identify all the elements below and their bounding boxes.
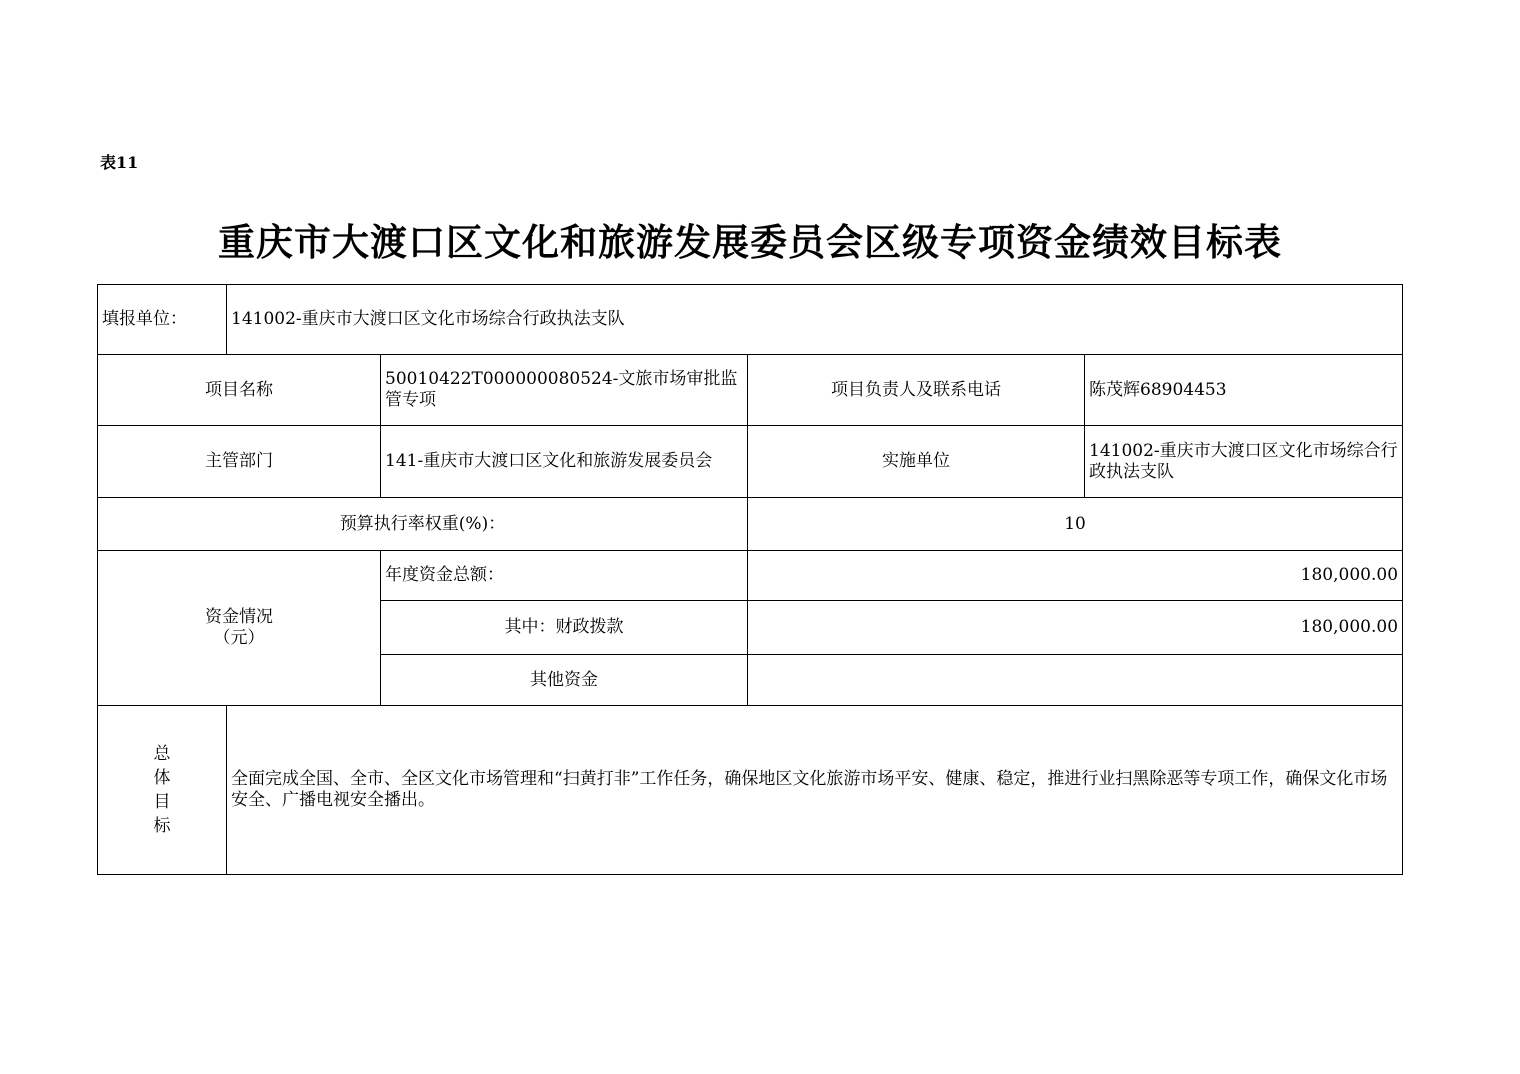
- project-contact-value: 陈茂辉68904453: [1085, 355, 1403, 426]
- overall-goal-label: [98, 706, 227, 875]
- annual-funds-value: 180,000.00: [748, 551, 1403, 601]
- fiscal-funds-value: 180,000.00: [748, 601, 1403, 655]
- overall-goal-text: 全面完成全国、全市、全区文化市场管理和“扫黄打非”工作任务，确保地区文化旅游市场平安、健康、稳定，推进行业扫黑除恶等专项工作，确保文化市场安全、广播电视安全播出。: [227, 706, 1403, 875]
- funds-label-line1: 资金情况: [205, 607, 273, 627]
- reporting-unit-value: 141002-重庆市大渡口区文化市场综合行政执法支队: [227, 285, 1403, 355]
- overall-goal-label-char: 标: [153, 816, 171, 836]
- implementing-unit-value: 141002-重庆市大渡口区文化市场综合行政执法支队: [1085, 426, 1403, 498]
- other-funds-value: [748, 655, 1403, 706]
- budget-weight-value: 10: [748, 498, 1403, 551]
- budget-weight-row: [98, 498, 1403, 551]
- project-name-value: 50010422T000000080524-文旅市场审批监管专项: [381, 355, 748, 426]
- overall-goal-label-char: 体: [153, 768, 171, 788]
- reporting-unit-label: 填报单位：: [98, 285, 227, 355]
- department-value: 141-重庆市大渡口区文化和旅游发展委员会: [381, 426, 748, 498]
- budget-weight-label: 预算执行率权重(%)：: [98, 498, 748, 551]
- funds-label: [98, 551, 381, 706]
- page-title: 重庆市大渡口区文化和旅游发展委员会区级专项资金绩效目标表: [218, 221, 1282, 264]
- annual-funds-row: [98, 551, 1403, 601]
- reporting-unit-row: [98, 285, 1403, 355]
- implementing-unit-label: 实施单位: [748, 426, 1085, 498]
- project-name-row: [98, 355, 1403, 426]
- other-funds-label: 其他资金: [381, 655, 748, 706]
- performance-target-table: [97, 284, 1403, 875]
- annual-funds-label: 年度资金总额：: [381, 551, 748, 601]
- overall-goal-label-char: 总: [153, 744, 171, 764]
- project-name-label: 项目名称: [98, 355, 381, 426]
- overall-goal-row: [98, 706, 1403, 875]
- department-label: 主管部门: [98, 426, 381, 498]
- funds-label-line2: （元）: [213, 628, 265, 648]
- table-number: 表11: [100, 153, 139, 172]
- fiscal-funds-label: 其中：财政拨款: [381, 601, 748, 655]
- overall-goal-label-char: 目: [153, 792, 171, 812]
- department-row: [98, 426, 1403, 498]
- project-contact-label: 项目负责人及联系电话: [748, 355, 1085, 426]
